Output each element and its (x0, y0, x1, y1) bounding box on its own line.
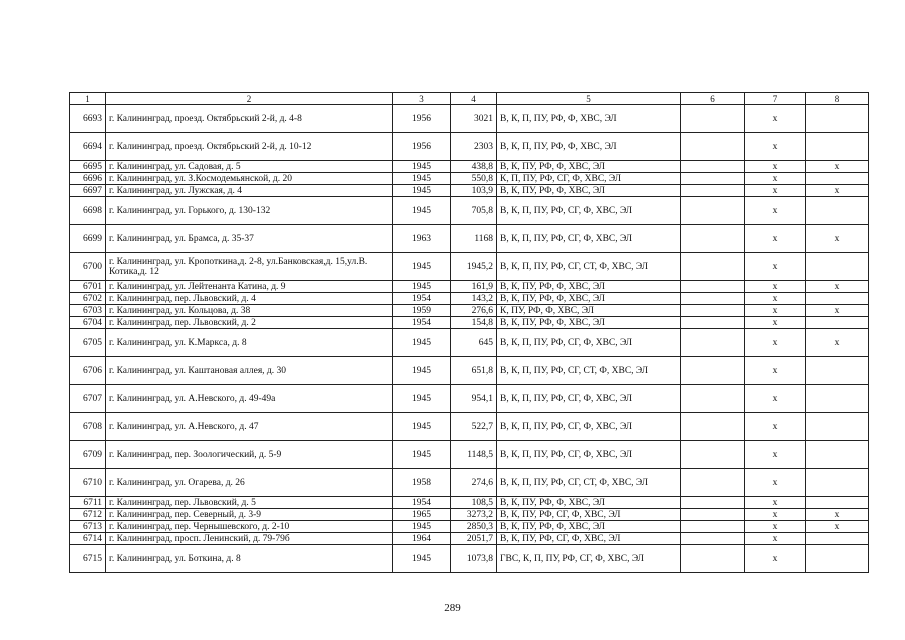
area-cell: 705,8 (451, 197, 497, 225)
col8-cell (806, 497, 869, 509)
header-cell-7: 7 (745, 93, 806, 105)
services-cell: В, К, ПУ, РФ, Ф, ХВС, ЭЛ (497, 185, 681, 197)
row-number: 6707 (70, 385, 106, 413)
row-number: 6706 (70, 357, 106, 385)
col7-cell: х (745, 253, 806, 281)
services-cell: В, К, П, ПУ, РФ, СГ, Ф, ХВС, ЭЛ (497, 225, 681, 253)
header-cell-5: 5 (497, 93, 681, 105)
row-number: 6713 (70, 521, 106, 533)
address-cell: г. Калининград, просп. Ленинский, д. 79-79б (106, 533, 393, 545)
services-cell: В, К, ПУ, РФ, Ф, ХВС, ЭЛ (497, 281, 681, 293)
address-cell: г. Калининград, проезд. Октябрьский 2-й, д. 10-12 (106, 133, 393, 161)
header-cell-6: 6 (681, 93, 745, 105)
year-cell: 1945 (393, 161, 451, 173)
area-cell: 143,2 (451, 293, 497, 305)
col6-cell (681, 497, 745, 509)
year-cell: 1964 (393, 533, 451, 545)
row-number: 6705 (70, 329, 106, 357)
area-cell: 3273,2 (451, 509, 497, 521)
services-cell: К, П, ПУ, РФ, СГ, Ф, ХВС, ЭЛ (497, 173, 681, 185)
col8-cell (806, 253, 869, 281)
table-row (70, 305, 869, 317)
address-cell: г. Калининград, ул. Лейтенанта Катина, д. 9 (106, 281, 393, 293)
services-cell: В, К, ПУ, РФ, Ф, ХВС, ЭЛ (497, 317, 681, 329)
row-number: 6714 (70, 533, 106, 545)
col7-cell: х (745, 413, 806, 441)
row-number: 6700 (70, 253, 106, 281)
table-row (70, 225, 869, 253)
row-number: 6708 (70, 413, 106, 441)
row-number: 6711 (70, 497, 106, 509)
header-cell-4: 4 (451, 93, 497, 105)
services-cell: В, К, П, ПУ, РФ, Ф, ХВС, ЭЛ (497, 105, 681, 133)
address-cell: г. Калининград, пер. Чернышевского, д. 2-10 (106, 521, 393, 533)
address-cell: г. Калининград, ул. Огарева, д. 26 (106, 469, 393, 497)
table-row (70, 293, 869, 305)
year-cell: 1945 (393, 281, 451, 293)
services-cell: В, К, ПУ, РФ, Ф, ХВС, ЭЛ (497, 521, 681, 533)
year-cell: 1959 (393, 305, 451, 317)
col6-cell (681, 185, 745, 197)
col8-cell: х (806, 281, 869, 293)
col6-cell (681, 317, 745, 329)
table-row (70, 161, 869, 173)
col7-cell: х (745, 281, 806, 293)
col6-cell (681, 105, 745, 133)
area-cell: 550,8 (451, 173, 497, 185)
row-number: 6693 (70, 105, 106, 133)
col6-cell (681, 509, 745, 521)
col7-cell: х (745, 305, 806, 317)
col6-cell (681, 133, 745, 161)
services-cell: В, К, П, ПУ, РФ, СГ, СТ, Ф, ХВС, ЭЛ (497, 253, 681, 281)
row-number: 6694 (70, 133, 106, 161)
address-cell: г. Калининград, пер. Северный, д. 3-9 (106, 509, 393, 521)
col7-cell: х (745, 173, 806, 185)
area-cell: 2303 (451, 133, 497, 161)
area-cell: 1073,8 (451, 545, 497, 573)
col6-cell (681, 441, 745, 469)
col8-cell: х (806, 185, 869, 197)
table-row (70, 133, 869, 161)
area-cell: 2051,7 (451, 533, 497, 545)
col8-cell (806, 105, 869, 133)
area-cell: 438,8 (451, 161, 497, 173)
services-cell: В, К, ПУ, РФ, СГ, Ф, ХВС, ЭЛ (497, 509, 681, 521)
header-cell-3: 3 (393, 93, 451, 105)
col8-cell: х (806, 161, 869, 173)
col8-cell (806, 317, 869, 329)
services-cell: В, К, П, ПУ, РФ, СГ, Ф, ХВС, ЭЛ (497, 385, 681, 413)
year-cell: 1945 (393, 197, 451, 225)
col8-cell: х (806, 329, 869, 357)
col8-cell (806, 293, 869, 305)
area-cell: 276,6 (451, 305, 497, 317)
row-number: 6704 (70, 317, 106, 329)
registry-table (69, 92, 869, 573)
year-cell: 1945 (393, 253, 451, 281)
col8-cell: х (806, 225, 869, 253)
col7-cell: х (745, 521, 806, 533)
col6-cell (681, 329, 745, 357)
address-cell: г. Калининград, ул. Каштановая аллея, д. 30 (106, 357, 393, 385)
col6-cell (681, 225, 745, 253)
col7-cell: х (745, 293, 806, 305)
services-cell: ГВС, К, П, ПУ, РФ, СГ, Ф, ХВС, ЭЛ (497, 545, 681, 573)
col7-cell: х (745, 509, 806, 521)
table-row (70, 197, 869, 225)
col8-cell (806, 133, 869, 161)
address-cell: г. Калининград, ул. А.Невского, д. 49-49а (106, 385, 393, 413)
col6-cell (681, 173, 745, 185)
col7-cell: х (745, 329, 806, 357)
year-cell: 1945 (393, 385, 451, 413)
table-row (70, 185, 869, 197)
table-row (70, 281, 869, 293)
col8-cell (806, 385, 869, 413)
area-cell: 645 (451, 329, 497, 357)
row-number: 6697 (70, 185, 106, 197)
table-row (70, 357, 869, 385)
year-cell: 1956 (393, 133, 451, 161)
col7-cell: х (745, 197, 806, 225)
col7-cell: х (745, 225, 806, 253)
area-cell: 522,7 (451, 413, 497, 441)
row-number: 6712 (70, 509, 106, 521)
address-cell: г. Калининград, ул. Брамса, д. 35-37 (106, 225, 393, 253)
row-number: 6701 (70, 281, 106, 293)
col8-cell (806, 413, 869, 441)
table-row (70, 329, 869, 357)
table-row (70, 533, 869, 545)
col7-cell: х (745, 497, 806, 509)
col7-cell: х (745, 133, 806, 161)
table-row (70, 497, 869, 509)
year-cell: 1945 (393, 357, 451, 385)
col7-cell: х (745, 161, 806, 173)
col6-cell (681, 385, 745, 413)
year-cell: 1965 (393, 509, 451, 521)
row-number: 6715 (70, 545, 106, 573)
col6-cell (681, 305, 745, 317)
year-cell: 1956 (393, 105, 451, 133)
area-cell: 161,9 (451, 281, 497, 293)
services-cell: В, К, П, ПУ, РФ, СГ, Ф, ХВС, ЭЛ (497, 441, 681, 469)
col8-cell: х (806, 305, 869, 317)
year-cell: 1945 (393, 521, 451, 533)
area-cell: 2850,3 (451, 521, 497, 533)
area-cell: 954,1 (451, 385, 497, 413)
year-cell: 1954 (393, 293, 451, 305)
col6-cell (681, 357, 745, 385)
year-cell: 1954 (393, 497, 451, 509)
col7-cell: х (745, 357, 806, 385)
year-cell: 1954 (393, 317, 451, 329)
col7-cell: х (745, 317, 806, 329)
address-cell: г. Калининград, пер. Львовский, д. 4 (106, 293, 393, 305)
services-cell: К, ПУ, РФ, Ф, ХВС, ЭЛ (497, 305, 681, 317)
year-cell: 1945 (393, 329, 451, 357)
header-cell-1: 1 (70, 93, 106, 105)
address-cell: г. Калининград, пер. Львовский, д. 2 (106, 317, 393, 329)
area-cell: 3021 (451, 105, 497, 133)
table-row (70, 105, 869, 133)
table-row (70, 545, 869, 573)
address-cell: г. Калининград, ул. З.Космодемьянской, д. 20 (106, 173, 393, 185)
col7-cell: х (745, 545, 806, 573)
address-cell: г. Калининград, ул. Боткина, д. 8 (106, 545, 393, 573)
services-cell: В, К, П, ПУ, РФ, Ф, ХВС, ЭЛ (497, 133, 681, 161)
year-cell: 1945 (393, 173, 451, 185)
col6-cell (681, 281, 745, 293)
col7-cell: х (745, 469, 806, 497)
services-cell: В, К, П, ПУ, РФ, СГ, Ф, ХВС, ЭЛ (497, 197, 681, 225)
address-cell: г. Калининград, пер. Зоологический, д. 5-9 (106, 441, 393, 469)
table-row (70, 413, 869, 441)
col7-cell: х (745, 105, 806, 133)
header-cell-8: 8 (806, 93, 869, 105)
address-cell: г. Калининград, ул. Кропоткина,д. 2-8, ул.Банковская,д. 15,ул.В. Котика,д. 12 (106, 253, 393, 281)
page-number: 289 (444, 602, 461, 614)
row-number: 6702 (70, 293, 106, 305)
col7-cell: х (745, 533, 806, 545)
row-number: 6696 (70, 173, 106, 185)
col8-cell (806, 545, 869, 573)
col8-cell: х (806, 521, 869, 533)
col6-cell (681, 161, 745, 173)
area-cell: 1168 (451, 225, 497, 253)
col6-cell (681, 545, 745, 573)
col8-cell (806, 197, 869, 225)
header-cell-2: 2 (106, 93, 393, 105)
row-number: 6703 (70, 305, 106, 317)
table-row (70, 469, 869, 497)
address-cell: г. Калининград, проезд. Октябрьский 2-й, д. 4-8 (106, 105, 393, 133)
col8-cell (806, 173, 869, 185)
area-cell: 103,9 (451, 185, 497, 197)
address-cell: г. Калининград, ул. Садовая, д. 5 (106, 161, 393, 173)
address-cell: г. Калининград, ул. А.Невского, д. 47 (106, 413, 393, 441)
area-cell: 651,8 (451, 357, 497, 385)
col8-cell: х (806, 509, 869, 521)
table-row (70, 509, 869, 521)
services-cell: В, К, П, ПУ, РФ, СГ, СТ, Ф, ХВС, ЭЛ (497, 469, 681, 497)
area-cell: 274,6 (451, 469, 497, 497)
col6-cell (681, 533, 745, 545)
services-cell: В, К, ПУ, РФ, Ф, ХВС, ЭЛ (497, 293, 681, 305)
row-number: 6698 (70, 197, 106, 225)
services-cell: В, К, ПУ, РФ, Ф, ХВС, ЭЛ (497, 497, 681, 509)
row-number: 6695 (70, 161, 106, 173)
year-cell: 1945 (393, 185, 451, 197)
col8-cell (806, 469, 869, 497)
year-cell: 1945 (393, 441, 451, 469)
header-row (70, 93, 869, 105)
col8-cell (806, 533, 869, 545)
address-cell: г. Калининград, ул. Горького, д. 130-132 (106, 197, 393, 225)
services-cell: В, К, ПУ, РФ, Ф, ХВС, ЭЛ (497, 161, 681, 173)
address-cell: г. Калининград, ул. Кольцова, д. 38 (106, 305, 393, 317)
area-cell: 1148,5 (451, 441, 497, 469)
table-row (70, 317, 869, 329)
area-cell: 108,5 (451, 497, 497, 509)
row-number: 6699 (70, 225, 106, 253)
year-cell: 1963 (393, 225, 451, 253)
col6-cell (681, 293, 745, 305)
year-cell: 1945 (393, 545, 451, 573)
services-cell: В, К, П, ПУ, РФ, СГ, Ф, ХВС, ЭЛ (497, 413, 681, 441)
area-cell: 1945,2 (451, 253, 497, 281)
area-cell: 154,8 (451, 317, 497, 329)
col6-cell (681, 253, 745, 281)
table-row (70, 441, 869, 469)
col8-cell (806, 441, 869, 469)
address-cell: г. Калининград, ул. К.Маркса, д. 8 (106, 329, 393, 357)
col8-cell (806, 357, 869, 385)
col7-cell: х (745, 385, 806, 413)
table-row (70, 253, 869, 281)
year-cell: 1958 (393, 469, 451, 497)
col6-cell (681, 197, 745, 225)
col7-cell: х (745, 185, 806, 197)
services-cell: В, К, П, ПУ, РФ, СГ, СТ, Ф, ХВС, ЭЛ (497, 357, 681, 385)
services-cell: В, К, П, ПУ, РФ, СГ, Ф, ХВС, ЭЛ (497, 329, 681, 357)
table-row (70, 385, 869, 413)
row-number: 6710 (70, 469, 106, 497)
services-cell: В, К, ПУ, РФ, СГ, Ф, ХВС, ЭЛ (497, 533, 681, 545)
col7-cell: х (745, 441, 806, 469)
year-cell: 1945 (393, 413, 451, 441)
table-row (70, 173, 869, 185)
table-row (70, 521, 869, 533)
col6-cell (681, 521, 745, 533)
row-number: 6709 (70, 441, 106, 469)
col6-cell (681, 469, 745, 497)
col6-cell (681, 413, 745, 441)
address-cell: г. Калининград, пер. Львовский, д. 5 (106, 497, 393, 509)
address-cell: г. Калининград, ул. Лужская, д. 4 (106, 185, 393, 197)
